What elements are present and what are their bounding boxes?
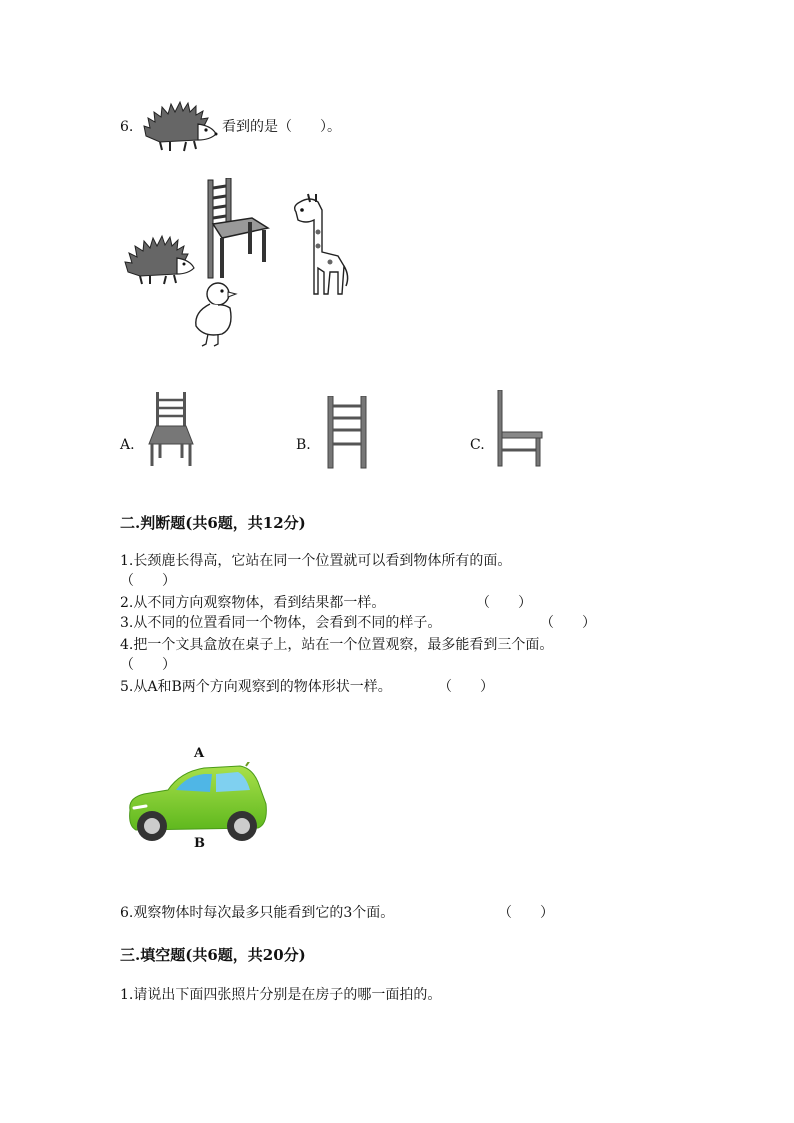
- chair-scene-icon: [204, 178, 272, 282]
- question-text: 看到的是（ ）。: [222, 119, 341, 135]
- car-label-a: A: [194, 746, 205, 761]
- judgement-item-2: 2.从不同方向观察物体，看到结果都一样。: [120, 595, 386, 611]
- option-c-label: C.: [470, 437, 485, 453]
- option-c-chair-icon[interactable]: [496, 390, 546, 468]
- fill-in-item-1: 1.请说出下面四张照片分别是在房子的哪一面拍的。: [120, 987, 442, 1003]
- answer-blank-1[interactable]: （ ）: [120, 573, 176, 589]
- section-title-fill-in: 三.填空题(共6题，共20分): [120, 946, 306, 964]
- answer-blank-2[interactable]: （ ）: [476, 595, 532, 611]
- judgement-item-4: 4.把一个文具盒放在桌子上，站在一个位置观察，最多能看到三个面。: [120, 637, 554, 653]
- question-number: 6.: [120, 119, 134, 135]
- car-label-b: B: [194, 836, 205, 851]
- option-b-label: B.: [296, 437, 311, 453]
- duck-icon: [190, 278, 240, 348]
- judgement-item-3: 3.从不同的位置看同一个物体，会看到不同的样子。: [120, 615, 442, 631]
- judgement-item-1: 1.长颈鹿长得高，它站在同一个位置就可以看到物体所有的面。: [120, 553, 512, 569]
- answer-blank-5[interactable]: （ ）: [438, 679, 494, 695]
- answer-blank-4[interactable]: （ ）: [120, 657, 176, 673]
- hedgehog-icon: [140, 96, 218, 154]
- section-title-judgement: 二.判断题(共6题，共12分): [120, 514, 306, 532]
- car-icon: [124, 762, 270, 844]
- giraffe-icon: [288, 190, 352, 300]
- hedgehog-scene-icon: [122, 232, 196, 286]
- answer-blank-6[interactable]: （ ）: [498, 905, 554, 921]
- judgement-item-6: 6.观察物体时每次最多只能看到它的3个面。: [120, 905, 395, 921]
- option-a-label: A.: [120, 437, 135, 453]
- option-b-chair-icon[interactable]: [326, 396, 370, 470]
- option-a-chair-icon[interactable]: [146, 392, 196, 468]
- answer-blank-3[interactable]: （ ）: [540, 615, 596, 631]
- judgement-item-5: 5.从A和B两个方向观察到的物体形状一样。: [120, 679, 392, 695]
